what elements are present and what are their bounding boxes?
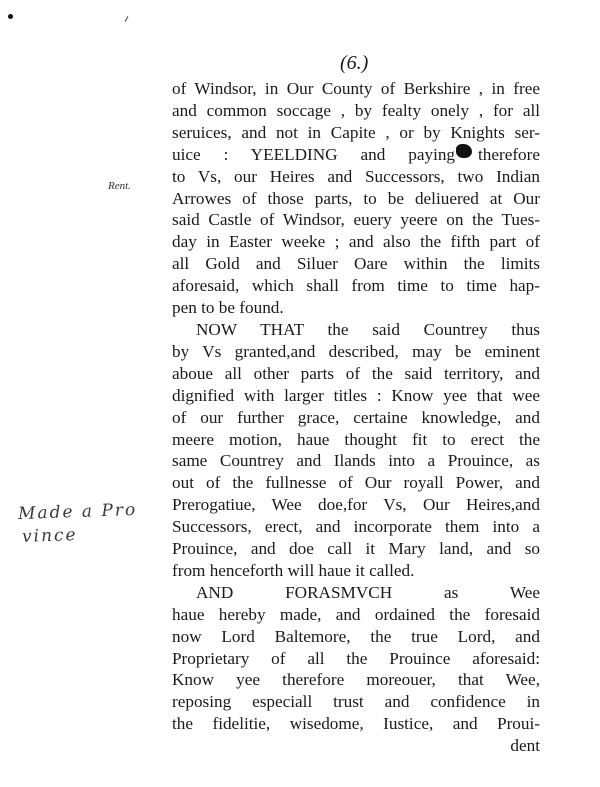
page-number: (6.): [340, 52, 369, 74]
text-line: seruices, and not in Capite , or by Knights ser-: [172, 122, 540, 142]
paragraph-start-line: AND FORASMVCH as Wee: [196, 582, 540, 602]
text-line: reposing especiall trust and confidence in: [172, 692, 540, 712]
text-line: from henceforth will haue it called.: [172, 560, 415, 580]
text-line: Proprietary of all the Prouince aforesaid:: [172, 648, 540, 668]
text-line: now Lord Baltemore, the true Lord, and: [172, 626, 540, 646]
text-line: uice : YEELDING and paying therefore: [172, 144, 540, 164]
text-line: aforesaid, which shall from time to time hap-: [172, 276, 540, 296]
ink-dot-mark: [8, 14, 13, 19]
text-line: same Countrey and Ilands into a Prouince, as: [172, 451, 540, 471]
paragraph-start-line: NOW THAT the said Countrey thus: [196, 319, 540, 339]
text-line: Prouince, and doe call it Mary land, and so: [172, 539, 540, 559]
margin-note-rent: Rent.: [108, 180, 131, 192]
text-line: haue hereby made, and ordained the foresaid: [172, 604, 540, 624]
text-line: Successors, erect, and incorporate them into a: [172, 517, 540, 537]
handwritten-note-line-1: Made a Pro: [17, 499, 138, 525]
text-line: said Castle of Windsor, euery yeere on the Tues-: [172, 210, 540, 230]
text-line: dignified with larger titles : Know yee that wee: [172, 385, 540, 405]
handwritten-note-line-2: vince: [21, 525, 78, 547]
text-line: Prerogatiue, Wee doe,for Vs, Our Heires,and: [172, 495, 540, 515]
text-line: aboue all other parts of the said territory, and: [172, 363, 540, 383]
text-line: out of the fullnesse of Our royall Power, and: [172, 473, 540, 493]
ink-tick-mark: [125, 16, 129, 22]
text-line: by Vs granted,and described, may be eminent: [172, 341, 540, 361]
text-line: the fidelitie, wisedome, Iustice, and Proui-: [172, 714, 540, 734]
text-line: Know yee therefore moreouer, that Wee,: [172, 670, 540, 690]
body-text: [172, 78, 540, 757]
text-line: of our further grace, certaine knowledge, and: [172, 407, 540, 427]
text-line: and common soccage , by fealty onely , for all: [172, 100, 540, 120]
text-line: to Vs, our Heires and Successors, two Indian: [172, 166, 540, 186]
text-line: day in Easter weeke ; and also the fifth part of: [172, 232, 540, 252]
text-line: of Windsor, in Our County of Berkshire , in free: [172, 79, 540, 98]
text-line: meere motion, haue thought fit to erect the: [172, 429, 540, 449]
catchword: dent: [510, 736, 540, 756]
text-line: all Gold and Siluer Oare within the limits: [172, 254, 540, 274]
text-line: Arrowes of those parts, to be deliuered at Our: [172, 188, 540, 208]
text-line: pen to be found.: [172, 298, 284, 318]
